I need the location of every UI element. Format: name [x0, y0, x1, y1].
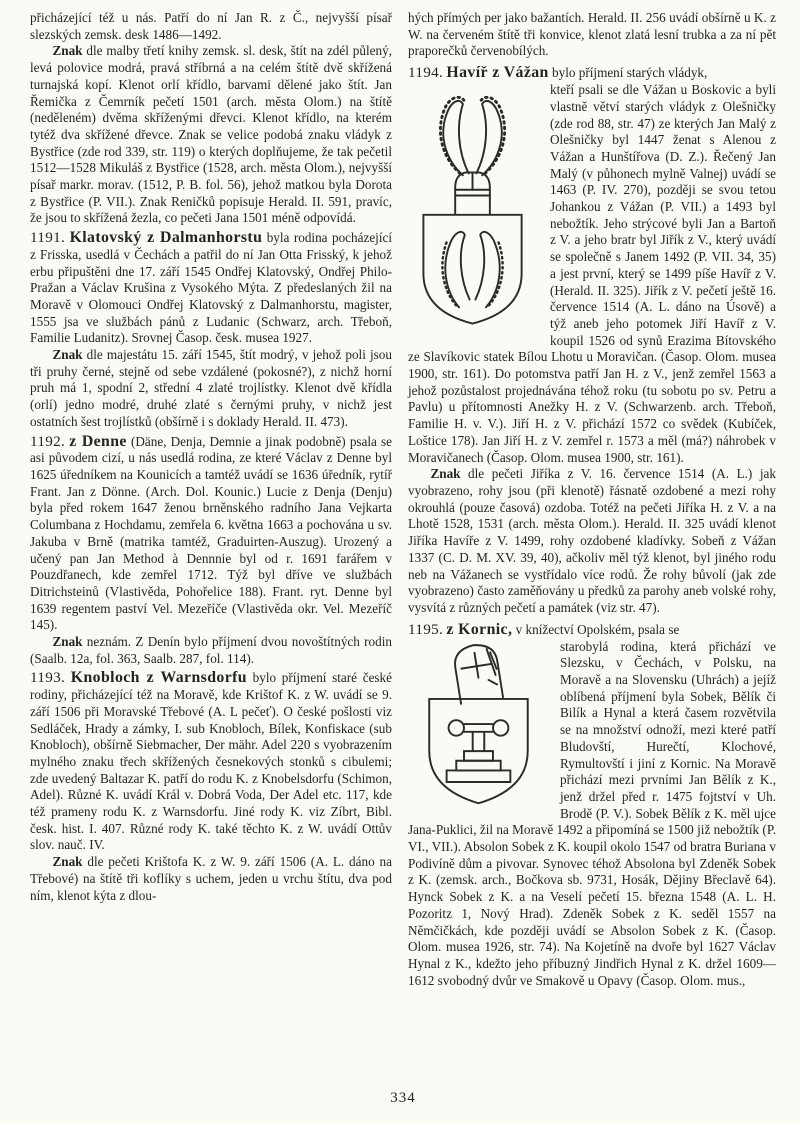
znak-label: Znak: [52, 43, 83, 59]
znak-label: Znak: [52, 347, 83, 363]
entry-heading: [408, 620, 776, 639]
entry-1193: 1193. Knobloch z Warnsdorfu bylo příjmení staré české rodiny, přicházející též na Moravě, kde Krištof K. z W. uvádí se 9. září 1506 při Moravské Třebové (A. L pečeť). O české pošlosti viz Sedláček, Hrady a zámky, I. sub Knobloch, Bílek, Konfiskace (sub Knobloch), obšírně Siebmacher, Der mähr. Adel 220 s vyobrazením mylného znaku třech skřížených česnekových stonků s cibulemi; zde uvedený Baltazar K. patří do rodu K. z Knobelsdorfu (Schimon, Adel). Různé K. uvádí Král v. Dobrá Voda, Der Adel etc. 117, kde též prameny rodu K. z Warnsdorfu. Jiné rody K. viz Zíbrt, Bibl. česk. hist. I. 407. Různé rody K. také těchto K. z W. uvádí Ottův slov. nauč. IV.: [30, 669, 393, 853]
continuation-paragraph: hých přímých per jako bažantích. Herald. II. 256 uvádí obšírně u K. z W. na červeném štítě tři konvice, klenot zlatá lesní trubka a za ní pět praporečků červenobílých.: [408, 10, 776, 59]
z-kornic-arms: [408, 642, 548, 810]
entry-1192: 1192. z Denne (Däne, Denja, Demnie a jinak podobně) psala se asi původem cizí, u nás usedlá rodina, ze které Václav z Denne byl 1625 úředníkem na Kounicích a tamtéž uvádí se 1636 úředník, rytíř Frant. Jan z Dönne. (Arch. Dol. Kounic.) Lucie z Denja (Denju) byla před rokem 1647 ženou brněnského radního Jana Vejkarta Columbana z Hochdamu, zemřela 6. května 1663 a pochována u sv. Jakuba v Brně (matrika tamtéž, Graduirten-Auszug). Urozený a učený pan Jan Method à Dennnie byl od r. 1691 farářem v Pouzdřanech, kde zemřel 1712. Týž byl dříve ve službách Ditrichsteinů (Vlastivěda, Pohořelice 188). Frant. ryt. Denne byl 1639 regentem paství Vel. Mezeříče (Vlastivěda okr. Vel. Mezeříč 145).: [30, 432, 393, 633]
z-kornic-arms-figure: [408, 642, 548, 810]
entry-name: z Kornic,: [446, 620, 513, 638]
znak-paragraph: Znak neznám. Z Denín bylo příjmení dvou novoštítných rodin (Saalb. 12a, fol. 363, Saalb. 287, fol. 114).: [30, 634, 392, 666]
entry-number: 1191.: [30, 229, 66, 247]
znak-paragraph: Znak dle malby třetí knihy zemsk. sl. desk, štít na zdél půlený, levá polovice modrá, pravá stříbrná a na celém štítě dvě skřížená turnajská kopí. Klenot orlí křídlo, barvami dělené jako štít. Jan Řemička z Čemrník pečetí 1501 (arch. města Olom.) na štítě (neděleném) dvěma skříženými dřevci. Klenot křídlo, na kterém tytéž dva skřížené dřevce. Znak se velice podobá znaku vládyk z Bystřice (zde rod 339, str. 119) o kterých doplňujeme, že tak pečetil 1512—1528 Mikuláš z Bystřice (1528, arch. města Olom.), nejvyšší písař markr. morav. (1512, P. B. fol. 56), jehož matkou byla Dorota z Bystřice (P. VII.). Znak Reničků popisuje Herald. II. 591, pravíc, že jsou to skřížená žezla, co pečeti Jana 1501 méně odpovídá.: [30, 43, 392, 226]
entry-number: 1194.: [408, 64, 444, 82]
entry-heading: [408, 63, 776, 82]
entry-name: Klatovský z Dalmanhorstu: [69, 229, 263, 247]
entry-1195: [408, 620, 776, 990]
entry-1194: [408, 63, 776, 466]
znak-paragraph: Znak dle majestátu 15. září 1545, štít modrý, v jehož poli jsou tři pruhy černé, stejně od sebe vzdálené (pokosné?), z nichž horní pruh má 1, spodní 2, střední 4 zlaté trojlístky. Klenot dvě křídla (orlí) jedno modré, druhé zlaté s černými pruhy, v nichž jest ostatních šest trojlístků (obšírně i s doklady Herald. II. 473).: [30, 347, 392, 429]
entry-number: 1195.: [408, 620, 444, 638]
entry-name: Knobloch z Warnsdorfu: [70, 669, 247, 687]
znak-paragraph: Znak dle pečeti Jiříka z V. 16. července 1514 (A. L.) jak vyobrazeno, rohy jsou (při klenotě) řásnatě ozdobené a mezi rohy okrouhlá (pouze časová) ozdoba. Totéž na pečeti Jiříka H. z V. a na Lhotě 1528, 1531 (arch. města Olom.). Herald. II. 325 uvádí klenot Jiříka Havíře z V. 1499, rohy ozdobené kladívky. Sobeň z Vážan 1337 (C. D. M. XV. 39, 40), ačkoliv měl týž klenot, byl jiného rodu neb na Vážanech se vystřídalo více rodů. Že rohy bůvolí (jak zde vyobrazeno) často zaměňovány u předků za parohy aneb volské rohy, vysvítá z různých pečetí a památek (viz str. 47).: [408, 466, 776, 615]
entry-1191: 1191. Klatovský z Dalmanhorstu byla rodina pocházející z Frisska, usedlá v Čechách a patřil do ní Jan Otta Frisský, k jehož erbu připuštěni dne 17. září 1545 Ondřej Klatovský, Ondřej Philo-Pražan a Václav Krušina z Vysokého Mýta. Z předeslaných žil na Moravě v Olomouci Ondřej Klatovský z Dalmanhorstu, magister, 1555 jsa ve službách pánů z Ludanic (Schwarz, arch. Třeboň, Familie Ludanitz). Srovnej Časop. česk. musea 1927.: [30, 229, 393, 346]
continuation-paragraph: přicházející též u nás. Patří do ní Jan R. z Č., nejvyšší písař slezských zemsk. desk 1486—1492.: [30, 10, 392, 42]
entry-name: Havíř z Vážan: [446, 64, 549, 82]
page-number: 334: [390, 1090, 416, 1106]
entry-body: kteří psali se dle Vážan u Boskovic a byli vlastně větví starých vládyk z Olešničky (zde rod 88, str. 47) ze kterých Jan Malý z Olešničky byl 1447 ženat s Alenou z Vážan a Hunštířova (D. Z.). Řečený Jan Malý (v půhonech mylně Valnej) uvádí se 1463 (P. IV. 270), později se svou tetou Johankou z Vážan (P. VII.) a 1493 byl nebožtík. Jeho strýcové byli Jan a Bartoň z V. a jeho bratr byl Jiřík z V., který uvádí se společně s Janem 1492 (P. VII. 34, 35) a jest první, který se 1499 píše Havíř z V. (Herald. II. 325). Jiřík z V. pečetí ještě 16. července 1514 (A. L. dáno na Úsově) a týž aneb jeho potomek Jiří Havíř z V. koupil 1526 od synů Erazima Bítovského ze Slavíkovic statek Bílou Lhotu u Moravičan. (Časop. Olom. musea 1900, str. 161). Do potomstva patří Jan H. z V., jenž zemřel 1563 a jehož pozůstalost projednávána téhož roku (tu sobotu po sv. Petru a Pavlu) u přítomnosti Anežky H. z V. (Schwarzenb. arch. Třeboň, Familie H. v. V.). Jiří H. z V. přichází 1572 co svědek (Kubíček, Loštice 178). Jan Jiří H. z V. zemřel r. 1573 a měl (má?) náhrobek v Moravičanech (Časop. Olom. musea 1900, str. 161).: [408, 82, 776, 465]
havir-z-vazan-arms: [408, 85, 538, 333]
text-columns: [30, 10, 776, 1080]
znak-label: Znak: [430, 466, 461, 482]
entry-lead: bylo příjmení starých vládyk,: [552, 65, 708, 81]
entry-number: 1193.: [30, 669, 66, 687]
entry-name: z Denne: [69, 432, 127, 450]
havir-z-vazan-arms-figure: [408, 85, 538, 333]
znak-label: Znak: [52, 634, 83, 650]
entry-number: 1192.: [30, 432, 66, 450]
znak-label: Znak: [52, 854, 83, 870]
left-column: [30, 10, 392, 1080]
entry-lead: v knížectví Opolském, psala se: [515, 621, 680, 637]
znak-paragraph: Znak dle pečeti Krištofa K. z W. 9. září 1506 (A. L. dáno na Třebové) na štítě tři koflíky s uchem, jeden u vrchu štítu, dva pod ním, klenot kýta z dlou-: [30, 854, 392, 903]
right-column: [408, 10, 776, 1080]
entry-body: starobylá rodina, která přichází ve Slezsku, v Čechách, v Polsku, na Moravě a na Slovensku (Uhrách) a jejíž oblíbená příjmení byla Sobek, Bělík či Bilík a Hynal a která časem rozvětvila se na množství odnoží, mezi které patří Bludovští, Hurečtí, Klochové, Rymultovští i jiní z Kornic. Na Moravě přichází mezi prvními Jan Bělík z K., jenž držel před r. 1475 fojtství v Uh. Brodě (P. V.). Sobek Bělík z K. měl ujce Jana-Puklici, žil na Moravě 1492 a připomíná se 1500 již nebožtík (P. VI., VII.). Absolon Sobek z K. koupil okolo 1547 od bratra Buriana v Podivíně dům a pivovar. Synovec téhož Absolona byl Zdeněk Sobek z K. (zemsk. arch., Bočkova sb. 9731, Hosák, Dějiny Břeclavě 64). Hynck Sobek z K. a na Veselí pečetí 15. března 1548 (A. L. H. Pozoritz 1, Nový Hrad). Zdeněk Sobek z K. seděl 1557 na Němčičkách, kde později uvádí se Absolon Sobek z K. (Časop. Olom. musea 1926, str. 74). Na Kojetíně na dvoře byl 1627 Václav Hynal z K., kdežto jeho příbuzný Jindřich Hynal z K. držel 1609—1612 svobodný dvůr ve Smakově u Opavy (Časop. Olom. mus.,: [408, 638, 776, 988]
